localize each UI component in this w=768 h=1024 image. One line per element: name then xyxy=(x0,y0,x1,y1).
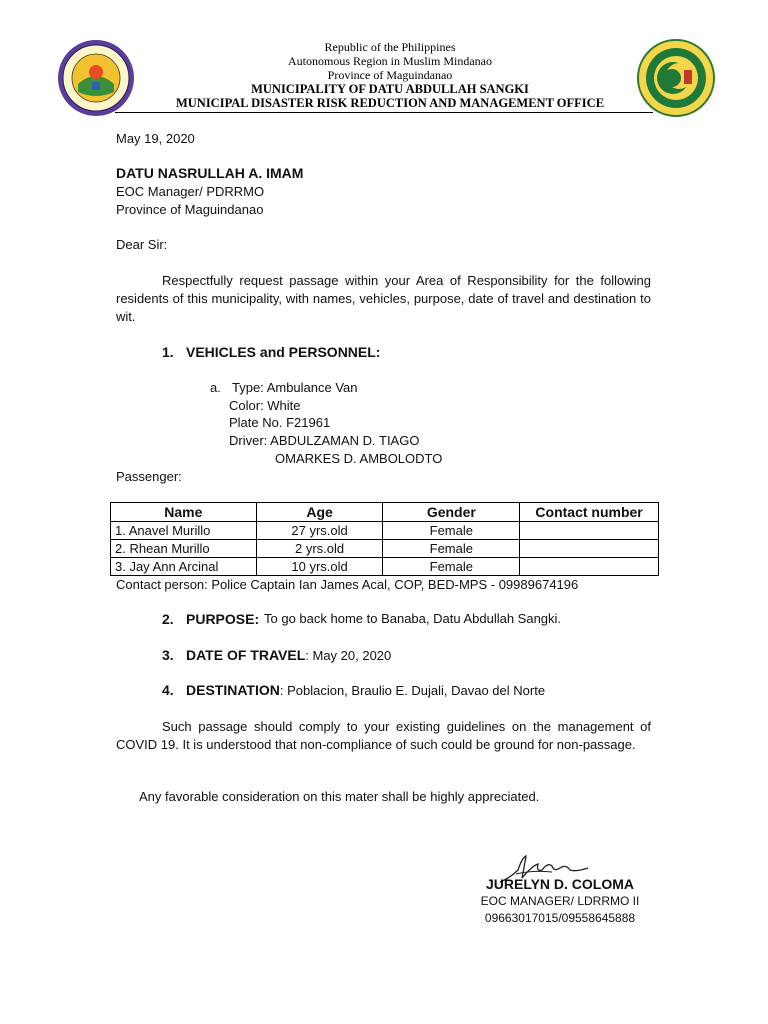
municipal-seal-icon xyxy=(56,38,136,118)
section1-heading: VEHICLES and PERSONNEL: xyxy=(186,344,381,360)
passenger-label: Passenger: xyxy=(116,469,182,484)
letterhead-line: Republic of the Philippines xyxy=(324,40,456,54)
vehicle-type: Type: Ambulance Van xyxy=(232,380,358,395)
passenger-gender: Female xyxy=(383,558,520,576)
section3-text: : May 20, 2020 xyxy=(305,648,392,663)
section3-number: 3. xyxy=(162,647,174,663)
contact-person: Contact person: Police Captain Ian James Acal, COP, BED-MPS - 09989674196 xyxy=(116,577,579,592)
vehicle-plate: Plate No. F21961 xyxy=(229,415,331,430)
intro-text: Respectfully request passage within your Area of Responsibility for the following residents of this municipality, with names, vehicles, purpose, date of travel and destination to wit. xyxy=(116,273,651,324)
passenger-name: 2. Rhean Murillo xyxy=(111,540,257,558)
signatory-title: EOC MANAGER/ LDRRMO II xyxy=(480,894,640,908)
closing-paragraph xyxy=(116,718,651,754)
provincial-seal-icon xyxy=(636,38,716,118)
recipient-name: DATU NASRULLAH A. IMAM xyxy=(116,165,304,181)
table-header-cell: Name xyxy=(111,503,257,522)
vehicle-driver: Driver: ABDULZAMAN D. TIAGO xyxy=(229,433,420,448)
recipient-office: Province of Maguindanao xyxy=(116,202,264,217)
passenger-contact xyxy=(520,558,659,576)
vehicle-color: Color: White xyxy=(229,398,301,413)
letter-date: May 19, 2020 xyxy=(116,131,195,146)
letterhead-line: Province of Maguindanao xyxy=(327,68,453,82)
passenger-name: 1. Anavel Murillo xyxy=(111,522,257,540)
section2-text: To go back home to Banaba, Datu Abdullah Sangki. xyxy=(264,611,562,626)
section1-number: 1. xyxy=(162,344,174,360)
section2-number: 2. xyxy=(162,611,174,627)
vehicle-item-letter: a. xyxy=(210,380,221,395)
section4-line xyxy=(186,681,545,700)
recipient-title: EOC Manager/ PDRRMO xyxy=(116,184,265,199)
passenger-age: 10 yrs.old xyxy=(256,558,383,576)
passenger-name: 3. Jay Ann Arcinal xyxy=(111,558,257,576)
signatory-phone: 09663017015/09558645888 xyxy=(484,911,636,925)
table-header-cell: Gender xyxy=(383,503,520,522)
letterhead-municipality: MUNICIPALITY OF DATU ABDULLAH SANGKI xyxy=(251,82,529,96)
intro-paragraph xyxy=(116,272,651,326)
closing-text: Such passage should comply to your existing guidelines on the management of COVID 19. It is understood that non-compliance of such could be ground for non-passage. xyxy=(116,719,651,752)
passenger-gender: Female xyxy=(383,522,520,540)
letterhead-line: Autonomous Region in Muslim Mindanao xyxy=(288,54,492,68)
passenger-age: 2 yrs.old xyxy=(256,540,383,558)
section3-heading: DATE OF TRAVEL xyxy=(186,647,306,663)
table-row xyxy=(111,540,659,558)
passenger-gender: Female xyxy=(383,540,520,558)
table-row xyxy=(111,558,659,576)
table-header-cell: Age xyxy=(256,503,383,522)
letterhead xyxy=(150,40,630,110)
letterhead-divider xyxy=(115,112,653,113)
passenger-age: 27 yrs.old xyxy=(256,522,383,540)
letterhead-office: MUNICIPAL DISASTER RISK REDUCTION AND MANAGEMENT OFFICE xyxy=(175,96,605,110)
section4-number: 4. xyxy=(162,682,174,698)
section4-text: : Poblacion, Braulio E. Dujali, Davao del Norte xyxy=(279,683,546,698)
table-row xyxy=(111,522,659,540)
passenger-contact xyxy=(520,522,659,540)
salutation: Dear Sir: xyxy=(116,237,168,252)
section3-line xyxy=(186,646,391,665)
section2-heading: PURPOSE: xyxy=(186,611,260,627)
passenger-contact xyxy=(520,540,659,558)
section4-heading: DESTINATION xyxy=(186,682,280,698)
closing-remark: Any favorable consideration on this mater shall be highly appreciated. xyxy=(139,789,540,804)
passenger-table xyxy=(110,502,659,576)
signatory-name: JURELYN D. COLOMA xyxy=(485,876,635,892)
table-header-cell: Contact number xyxy=(520,503,659,522)
vehicle-driver-2: OMARKES D. AMBOLODTO xyxy=(275,451,443,466)
table-header-row xyxy=(111,503,659,522)
